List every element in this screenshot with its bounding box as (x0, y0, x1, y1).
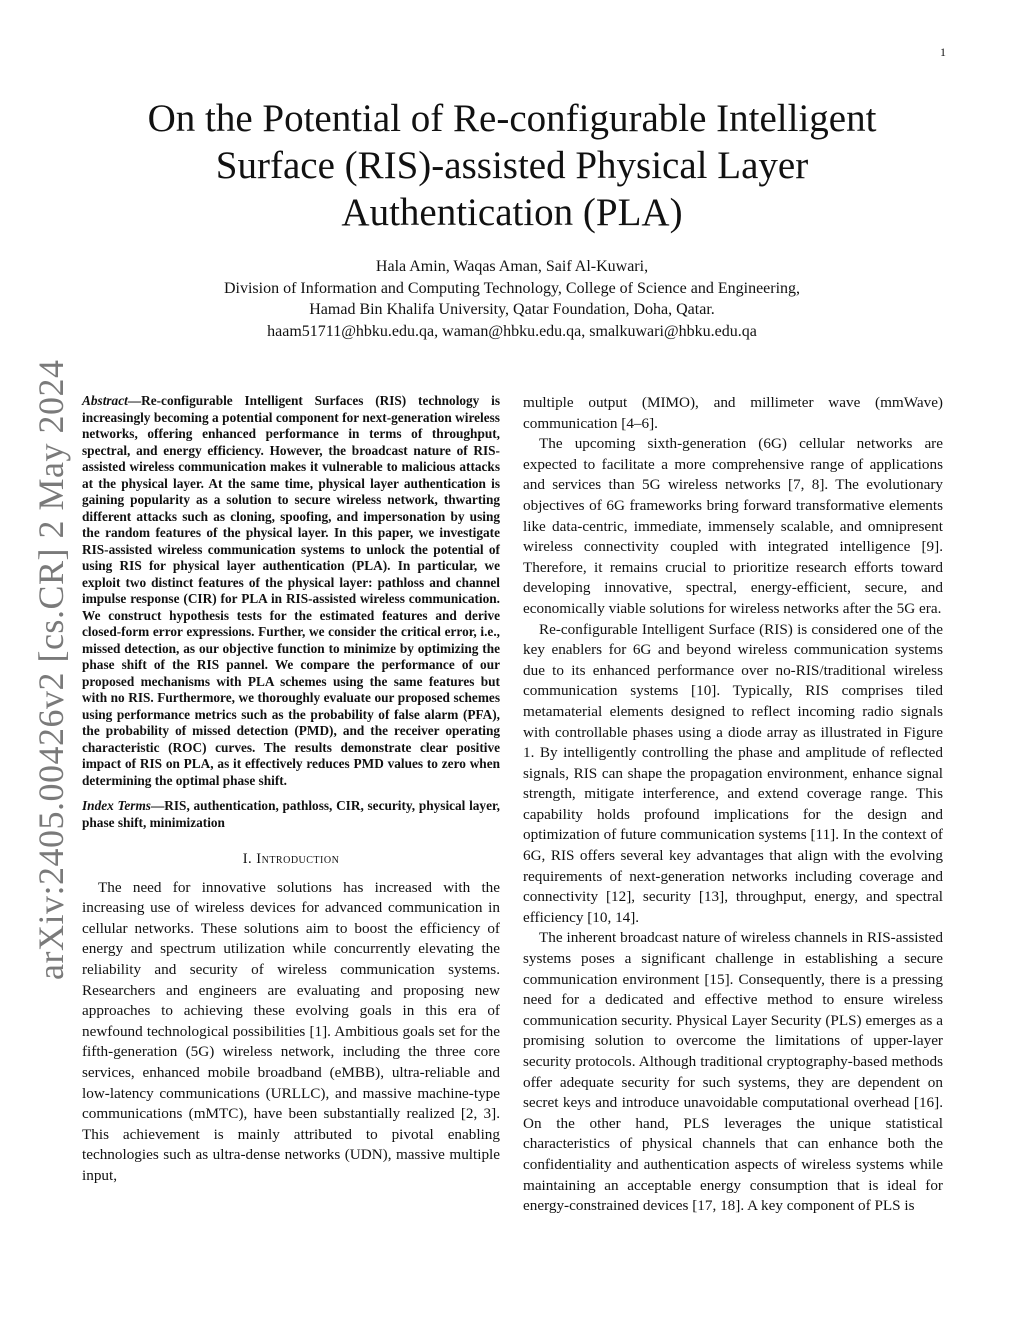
abstract-label: Abstract (82, 393, 128, 408)
body-paragraph: The need for innovative solutions has increased with the increasing use of wireless devices for advanced communication in cellular networks. These solutions aim to boost the efficiency of energy and spectrum utilization while concurrently elevating the reliability and security of wireless communication systems. Researchers and engineers are evaluating and proposing new approaches to achieving these evolving goals in this era of newfound technological possibilities [1]. Ambitious goals set for the fifth-generation (5G) wireless network, including the three core services, enhanced mobile broadband (eMBB), ultra-reliable and low-latency communications (URLLC), and massive machine-type communications (mMTC), have been substantially realized [2, 3]. This achievement is mainly attributed to pivotal enabling technologies such as ultra-dense networks (UDN), massive multiple input, (82, 878, 500, 1184)
abstract (82, 393, 500, 789)
right-column (523, 393, 943, 1217)
body-paragraph: The inherent broadcast nature of wireless channels in RIS-assisted systems poses a significant challenge in establishing a secure communication environment [15]. Consequently, there is a pressing need for a dedicated and effective method to ensure wireless communication security. Physical Layer Security (PLS) emerges as a promising solution to overcome the limitations of upper-layer security protocols. Although traditional cryptography-based methods offer adequate security for such systems, they are dependent on secret keys and introduce unavoidable computational overhead [16]. On the other hand, PLS leverages the unique statistical characteristics of physical channels that can enhance both the confidentiality and authentication aspects of wireless systems while maintaining an acceptable energy consumption that is ideal for energy-constrained devices [17, 18]. A key component of PLS is (523, 929, 943, 1215)
left-column (82, 393, 500, 1187)
body-paragraph: multiple output (MIMO), and millimeter wave (mmWave) communication [4–6]. (523, 394, 943, 432)
abstract-text: —Re-configurable Intelligent Surfaces (RIS) technology is increasingly becoming a potential component for next-generation wireless networks, offering enhanced performance in terms of throughput, spectral, and energy efficiency. However, the broadcast nature of RIS-assisted wireless communication makes it vulnerable to malicious attacks at the physical layer. At the same time, physical layer authentication is gaining popularity as a solution to secure wireless network, thwarting different attacks such as cloning, spoofing, and impersonation by using the random features of the physical layer. In this paper, we investigate RIS-assisted wireless communication systems to unlock the potential of using RIS for physical layer authentication (PLA). In particular, we exploit two distinct features of the physical layer: pathloss and channel impulse response (CIR) for PLA in RIS-assisted wireless communication. We construct hypothesis tests for the estimated features and derive closed-form error expressions. Further, we consider the critical error, i.e., missed detection, as our objective function to minimize by optimizing the phase shift of the RIS pannel. We compare the performance of our proposed mechanisms with PLA schemes using the same features but with no RIS. Furthermore, we thoroughly evaluate our proposed schemes using performance metrics such as the probability of false alarm (PFA), the probability of missed detection (PMD), and the receiver operating characteristic (ROC) curves. The results demonstrate clear positive impact of RIS on PLA, as it effectively reduces PMD values to zero when determining the optimal phase shift. (82, 393, 500, 788)
page-number: 1 (940, 45, 946, 59)
author-block (0, 256, 1024, 342)
body-paragraph: Re-configurable Intelligent Surface (RIS) is considered one of the key enablers for 6G and beyond wireless communication systems due to its enhanced performance over no-RIS/traditional wireless communication systems [10]. Typically, RIS comprises tiled metamaterial elements designed to reflect incoming radio signals with controllable phases using a diode array as illustrated in Figure 1. By intelligently controlling the phase and amplitude of reflected signals, RIS can shape the propagation environment, enhance signal strength, mitigate interference, and extend coverage range. This capability holds profound implications for the design and optimization of future communication systems [11]. In the context of 6G, RIS offers several key advantages that align with the evolving requirements of next-generation networks including coverage and connectivity [12], security [13], throughput, energy, and spectral efficiency [10, 14]. (523, 620, 943, 926)
index-terms-text: —RIS, authentication, pathloss, CIR, security, physical layer, phase shift, minimization (82, 798, 500, 830)
index-terms (82, 798, 500, 831)
affiliation-line-2: Hamad Bin Khalifa University, Qatar Foundation, Doha, Qatar. (309, 301, 715, 318)
paper-title: On the Potential of Re-configurable Intelligent Surface (RIS)-assisted Physical Layer Authentication (PLA) (147, 97, 877, 234)
section-heading-introduction: I. Introduction (242, 851, 340, 867)
arxiv-identifier[interactable]: arXiv:2405.00426v2 [cs.CR] 2 May 2024 (31, 359, 71, 980)
author-emails[interactable]: haam51711@hbku.edu.qa, waman@hbku.edu.qa, smalkuwari@hbku.edu.qa (267, 322, 757, 340)
author-names: Hala Amin, Waqas Aman, Saif Al-Kuwari, (375, 258, 649, 275)
affiliation-line-1: Division of Information and Computing Technology, College of Science and Engineering, (223, 279, 801, 297)
body-paragraph: The upcoming sixth-generation (6G) cellular networks are expected to facilitate a more comprehensive range of applications and services than 5G wireless networks [7, 8]. The evolutionary objectives of 6G frameworks bring forward transformative elements like data-centric, immediate, immensely scalable, and omnipresent wireless connectivity coupled with integrated intelligence [9]. Therefore, it remains crucial to prioritize research efforts toward developing innovative, spectral, energy-efficient, secure, and economically viable solutions for wireless networks after the 5G era. (523, 435, 943, 617)
index-terms-label: Index Terms (82, 798, 151, 813)
paper-header (0, 95, 1024, 342)
